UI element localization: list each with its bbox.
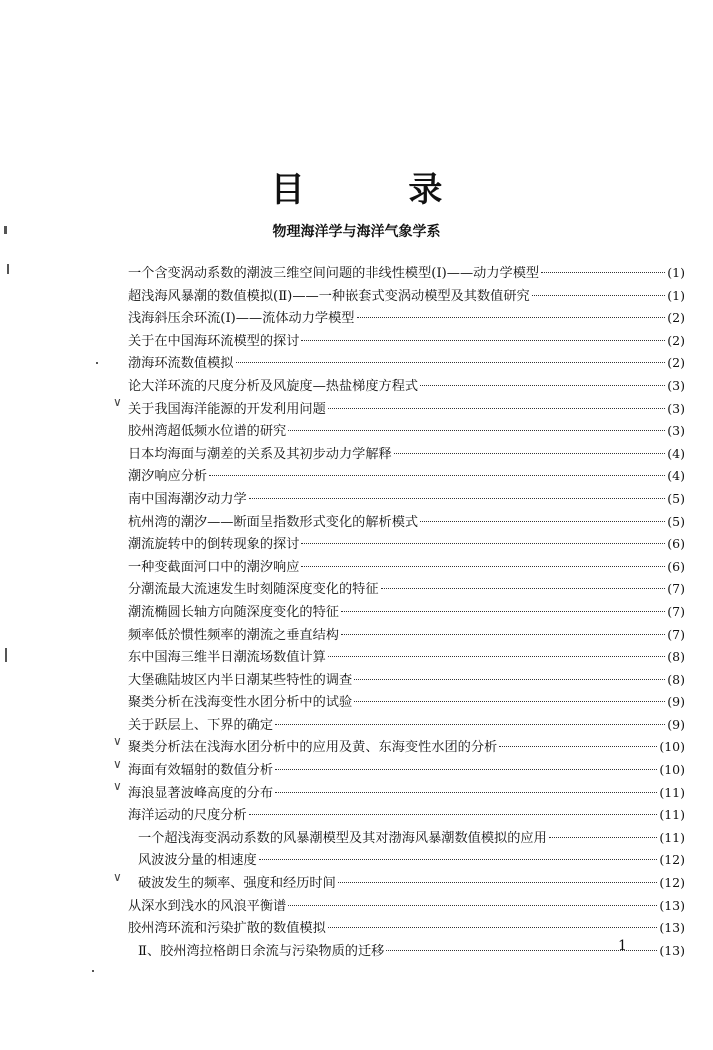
toc-leader-dots [259,859,658,860]
toc-entry [128,782,685,805]
toc-entry [128,601,685,624]
toc-leader-dots [341,611,665,612]
toc-entry [128,804,685,827]
toc-leader-dots [236,362,666,363]
toc-entry-page: (2) [667,332,685,348]
toc-entry [128,669,685,692]
margin-check-mark: ∨ [113,870,122,884]
toc-entry [128,420,685,443]
toc-entry [128,714,685,737]
toc-leader-dots [386,950,657,951]
toc-entry-page: (6) [667,536,685,552]
toc-entry-title: 潮汐响应分析 [128,469,208,485]
toc-entry-page: (8) [667,649,685,665]
toc-entry-title: 一个含变涡动系数的潮波三维空间问题的非线性模型(Ⅰ)——动力学模型 [128,266,540,281]
toc-entry-title: 频率低於惯性频率的潮流之垂直结构 [128,627,339,643]
toc-leader-dots [275,792,657,793]
toc-entry-title: 关于跃层上、下界的确定 [128,717,274,733]
toc-entry-title: 破波发生的频率、强度和经历时间 [138,876,336,892]
toc-leader-dots [301,340,665,341]
toc-entry-page: (3) [667,423,685,439]
margin-check-mark: ∨ [113,779,122,793]
toc-leader-dots [499,746,657,747]
toc-entry [128,624,685,647]
toc-entry [128,556,685,579]
toc-entry [128,398,685,421]
toc-entry [128,895,685,918]
toc-entry-page: (5) [667,513,685,529]
page-number: 1 [618,938,627,954]
toc-entry [128,736,685,759]
toc-entry [128,488,685,511]
toc-leader-dots [381,588,666,589]
toc-entry-title: 潮流旋转中的倒转现象的探讨 [128,537,300,553]
toc-entry [128,691,685,714]
toc-leader-dots [288,905,657,906]
margin-check-mark: ∨ [113,757,122,771]
toc-leader-dots [249,498,666,499]
toc-entry-title: 一种变截面河口中的潮汐响应 [128,559,300,575]
toc-leader-dots [301,543,665,544]
toc-leader-dots [394,453,666,454]
toc-entry-title: 胶州湾超低频水位谱的研究 [128,424,287,440]
toc-entry-title: 杭州湾的潮汐——断面呈指数形式变化的解析模式 [128,514,419,530]
toc-entry-title: 渤海环流数值模拟 [128,356,234,372]
toc-leader-dots [354,679,665,680]
toc-entry-page: (3) [667,377,685,393]
toc-entry-page: (11) [659,807,685,823]
toc-entry-title: 海洋运动的尺度分析 [128,808,247,824]
toc-entry-title: 胶州湾环流和污染扩散的数值模拟 [128,921,326,937]
toc-leader-dots [357,317,666,318]
scan-speck [96,362,98,364]
toc-entry-title: 论大洋环流的尺度分析及风旋度—热盐梯度方程式 [128,378,419,394]
toc-entry-title: 浅海斜压余环流(Ⅰ)——流体动力学模型 [128,311,355,327]
toc-entry-title: 一个超浅海变涡动系数的风暴潮模型及其对渤海风暴潮数值模拟的应用 [138,830,547,846]
toc-entry [128,759,685,782]
section-heading: 物理海洋学与海洋气象学系 [272,224,441,240]
toc-entry-title: 日本均海面与潮差的关系及其初步动力学解释 [128,446,392,462]
toc-entry [128,872,685,895]
toc-entry-title: 东中国海三维半日潮流场数值计算 [128,650,326,666]
toc-entry [128,352,685,375]
toc-entry [128,849,685,872]
toc-leader-dots [301,566,665,567]
toc-leader-dots [341,634,665,635]
toc-entry-title: 聚类分析法在浅海水团分析中的应用及黄、东海变性水团的分析 [128,740,498,756]
toc-entry [128,578,685,601]
toc-entry-title: 海浪显著波峰高度的分布 [128,785,274,801]
toc-entry-title: 南中国海潮汐动力学 [128,491,247,507]
toc-entry-title: 关于在中国海环流模型的探讨 [128,333,300,349]
toc-leader-dots [532,295,666,296]
toc-entry-title: 海面有效辐射的数值分析 [128,763,274,779]
toc-entry-page: (2) [667,355,685,371]
toc-entry-title: 大堡礁陆坡区内半日潮某些特性的调查 [128,672,353,688]
toc-leader-dots [420,385,665,386]
toc-entry-page: (10) [659,762,685,778]
toc-entry-page: (1) [667,265,685,280]
toc-entry [128,827,685,850]
toc-entry-page: (12) [659,875,685,891]
margin-check-mark: ∨ [113,734,122,748]
toc-leader-dots [328,656,665,657]
scan-speck [7,264,9,274]
toc-entry-title: 关于我国海洋能源的开发利用问题 [128,401,326,417]
toc-leader-dots [420,521,665,522]
toc-entry-page: (13) [659,920,685,936]
margin-check-mark: ∨ [113,395,122,409]
toc-entry [128,285,685,308]
toc-entry-page: (4) [667,468,685,484]
scan-speck [92,970,94,972]
toc-entry [128,940,685,963]
toc-entry-page: (5) [667,490,685,506]
toc-entry-title: Ⅱ、胶州湾拉格朗日余流与污染物质的迁移 [138,943,385,959]
toc-entry [128,917,685,940]
toc-entry-page: (1) [667,287,685,303]
toc-entry-page: (12) [659,852,685,868]
toc-entry-page: (9) [667,716,685,732]
toc-entry-page: (7) [667,603,685,619]
toc-entry-title: 风波波分量的相速度 [138,853,257,869]
toc-leader-dots [338,882,658,883]
toc-entry-title: 超浅海风暴潮的数值模拟(Ⅱ)——一种嵌套式变涡动模型及其数值研究 [128,288,530,304]
scan-speck [4,226,7,234]
toc-entry [128,646,685,669]
toc-leader-dots [328,408,665,409]
toc-leader-dots [541,272,665,273]
toc-entry-title: 潮流椭圆长轴方向随深度变化的特征 [128,604,339,620]
toc-entry-page: (11) [659,784,685,800]
toc-entry-title: 聚类分析在浅海变性水团分析中的试验 [128,695,353,711]
toc-entry-page: (13) [659,897,685,913]
toc-entry [128,307,685,330]
toc-leader-dots [288,430,665,431]
toc-leader-dots [249,814,658,815]
toc-entry-page: (3) [667,400,685,416]
toc-entry [128,533,685,556]
toc-entry [128,511,685,534]
toc-entry-title: 分潮流最大流速发生时刻随深度变化的特征 [128,582,379,598]
toc-leader-dots [275,724,665,725]
toc-leader-dots [549,837,658,838]
toc-entry [128,443,685,466]
toc-leader-dots [354,701,665,702]
toc-leader-dots [209,475,665,476]
toc-entry-page: (7) [667,581,685,597]
toc-entry-page: (10) [659,739,685,755]
toc-entry-page: (8) [667,671,685,687]
toc-entry-title: 从深水到浅水的风浪平衡谱 [128,898,287,914]
toc-entry [128,375,685,398]
toc-leader-dots [328,927,658,928]
toc-entry-page: (4) [667,445,685,461]
toc-entry [128,465,685,488]
toc-entry-page: (13) [659,942,685,958]
table-of-contents [128,262,685,962]
scan-speck [5,648,7,662]
toc-entry [128,330,685,353]
toc-entry-page: (6) [667,558,685,574]
page-title: 目 录 [270,170,489,210]
toc-leader-dots [275,769,657,770]
toc-entry [128,262,685,285]
toc-entry-page: (7) [667,626,685,642]
toc-entry-page: (11) [659,829,685,845]
toc-entry-page: (9) [667,694,685,710]
toc-entry-page: (2) [667,310,685,326]
